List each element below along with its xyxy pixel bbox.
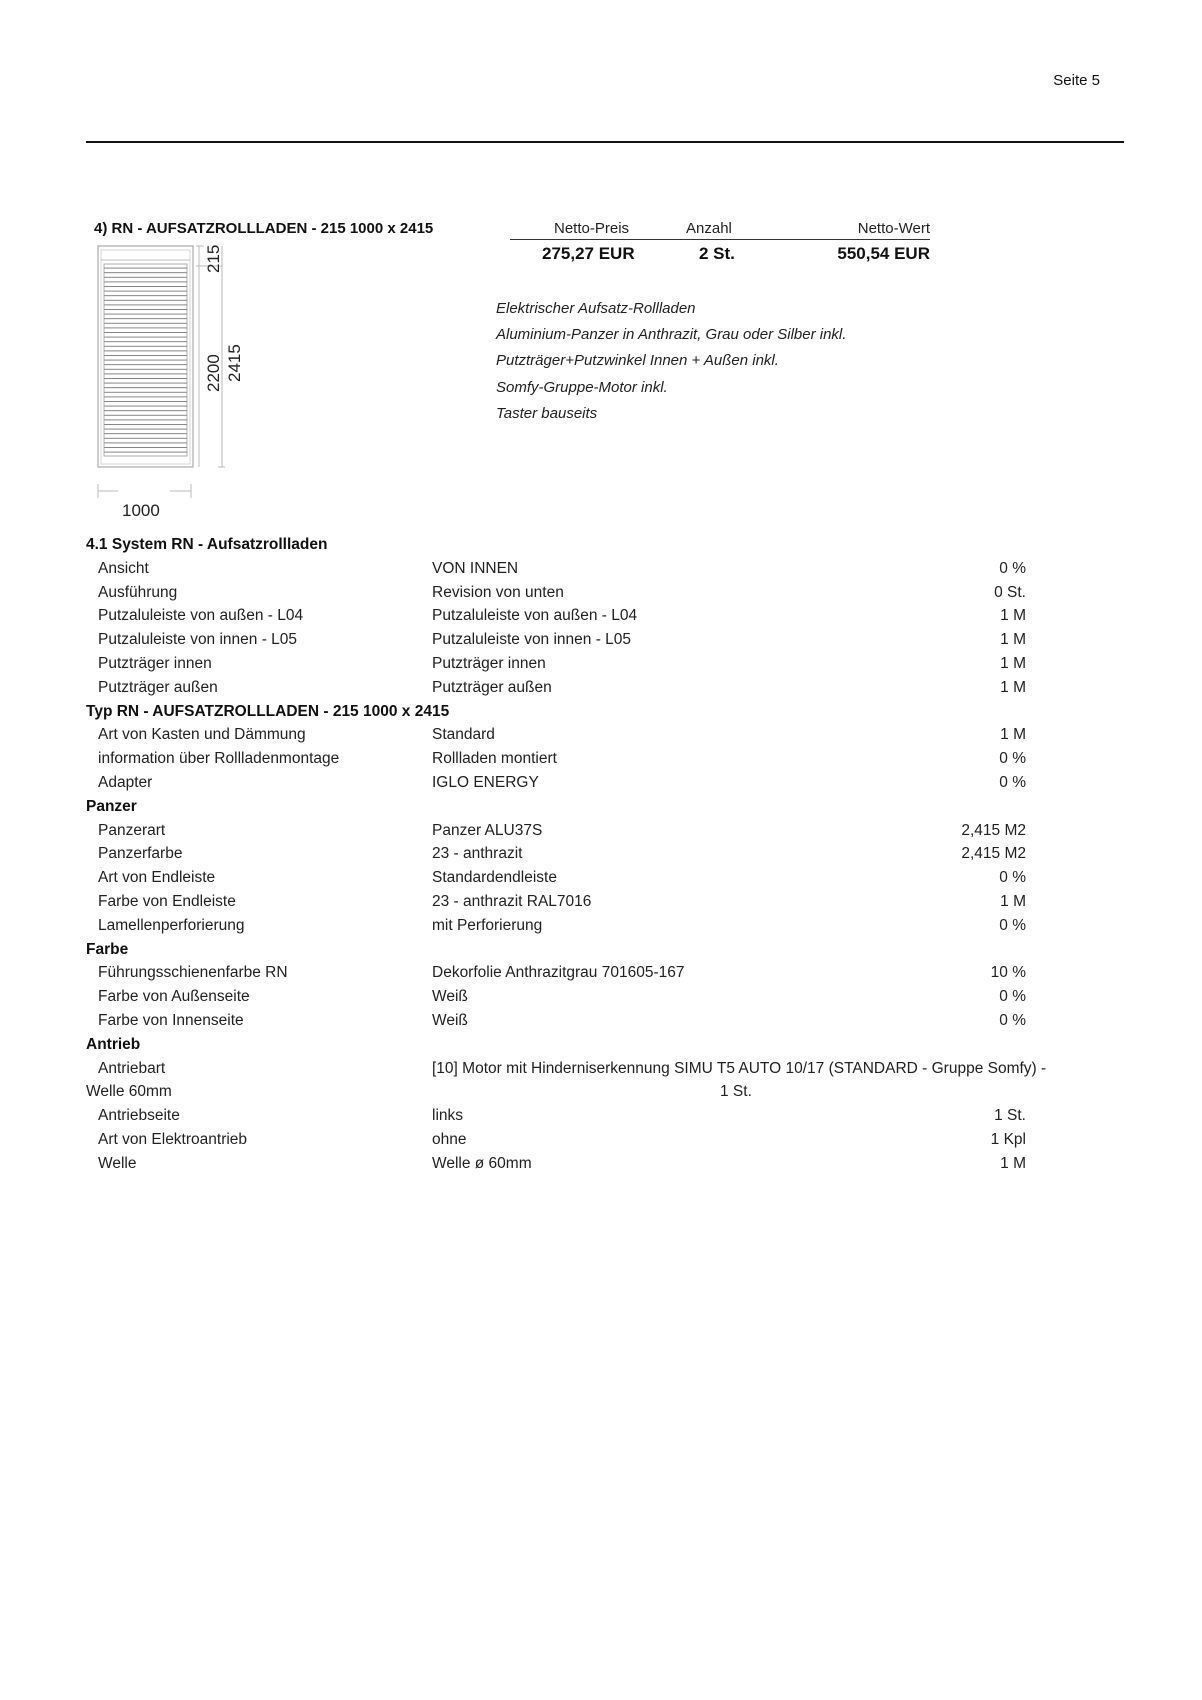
spec-row: Antriebart [10] Motor mit Hinderniserkennung SIMU T5 AUTO 10/17 (STANDARD - Gruppe Somfy) -: [98, 1059, 1047, 1077]
quantity-value: 2 St.: [699, 244, 735, 263]
spec-row: Putzträger außen Putzträger außen 1 M: [98, 678, 1026, 696]
shutter-drawing: [94, 240, 264, 520]
description-line: Taster bauseits: [496, 404, 598, 422]
spec-row: Adapter IGLO ENERGY 0 %: [98, 773, 1026, 791]
net-value-value: 550,54 EUR: [837, 244, 930, 263]
section-heading: Farbe: [86, 940, 129, 958]
section-heading: Antrieb: [86, 1035, 141, 1053]
dim-box-label: 215: [204, 244, 223, 273]
header-rule: [86, 141, 1124, 143]
spec-row: information über Rollladenmontage Rollladen montiert 0 %: [98, 750, 1026, 768]
section-heading: 4.1 System RN - Aufsatzrollladen: [86, 536, 328, 553]
spec-row: Art von Elektroantrieb ohne 1 Kpl: [98, 1130, 1026, 1148]
description-line: Aluminium-Panzer in Anthrazit, Grau oder Silber inkl.: [496, 326, 847, 344]
description-line: Somfy-Gruppe-Motor inkl.: [496, 378, 668, 396]
spec-row: Ausführung Revision von unten 0 St.: [98, 583, 1026, 601]
spec-row: Art von Kasten und Dämmung Standard 1 M: [98, 726, 1026, 744]
dim-curtain-label: 2200: [204, 354, 223, 392]
spec-row: Ansicht VON INNEN 0 %: [98, 559, 1026, 577]
shutter-slats: [104, 264, 187, 456]
dim-total-label: 2415: [225, 344, 244, 382]
spec-row: Panzerfarbe 23 - anthrazit 2,415 M2: [98, 845, 1026, 863]
spec-row: Lamellenperforierung mit Perforierung 0 %: [98, 916, 1026, 934]
price-header: [510, 220, 930, 240]
spec-row: Führungsschienenfarbe RN Dekorfolie Anthrazitgrau 701605-167 10 %: [98, 964, 1026, 982]
spec-row: Welle Welle ø 60mm 1 M: [98, 1154, 1026, 1172]
spec-row: Putzaluleiste von außen - L04 Putzaluleiste von außen - L04 1 M: [98, 607, 1026, 625]
description-line: Elektrischer Aufsatz-Rollladen: [496, 300, 696, 317]
spec-row: Panzerart Panzer ALU37S 2,415 M2: [98, 821, 1026, 839]
section-heading: Panzer: [86, 797, 137, 815]
spec-row: Antriebseite links 1 St.: [98, 1107, 1026, 1125]
page-number: Seite 5: [1053, 72, 1100, 89]
spec-row-continuation: Welle 60mm 1 St.: [86, 1083, 752, 1101]
item-description: [496, 296, 846, 427]
description-line: Putzträger+Putzwinkel Innen + Außen inkl.: [496, 352, 779, 370]
spec-row: Putzaluleiste von innen - L05 Putzaluleiste von innen - L05 1 M: [98, 631, 1026, 649]
spec-row: Farbe von Innenseite Weiß 0 %: [98, 1011, 1026, 1029]
spec-row: Farbe von Außenseite Weiß 0 %: [98, 988, 1026, 1006]
net-value-header: Netto-Wert: [857, 220, 930, 237]
spec-table: [86, 533, 1047, 1176]
spec-row: Putzträger innen Putzträger innen 1 M: [98, 654, 1026, 672]
price-values: [510, 244, 930, 268]
quantity-header: Anzahl: [686, 220, 732, 237]
net-price-value: 275,27 EUR: [542, 244, 635, 263]
item-title: 4) RN - AUFSATZROLLLADEN - 215 1000 x 2415: [94, 220, 434, 237]
net-price-header: Netto-Preis: [554, 220, 630, 237]
dim-width-label: 1000: [122, 501, 160, 520]
spec-row: Art von Endleiste Standardendleiste 0 %: [98, 869, 1026, 887]
spec-row: Farbe von Endleiste 23 - anthrazit RAL7016 1 M: [98, 892, 1026, 910]
section-heading: Typ RN - AUFSATZROLLLADEN - 215 1000 x 2415: [86, 702, 450, 720]
